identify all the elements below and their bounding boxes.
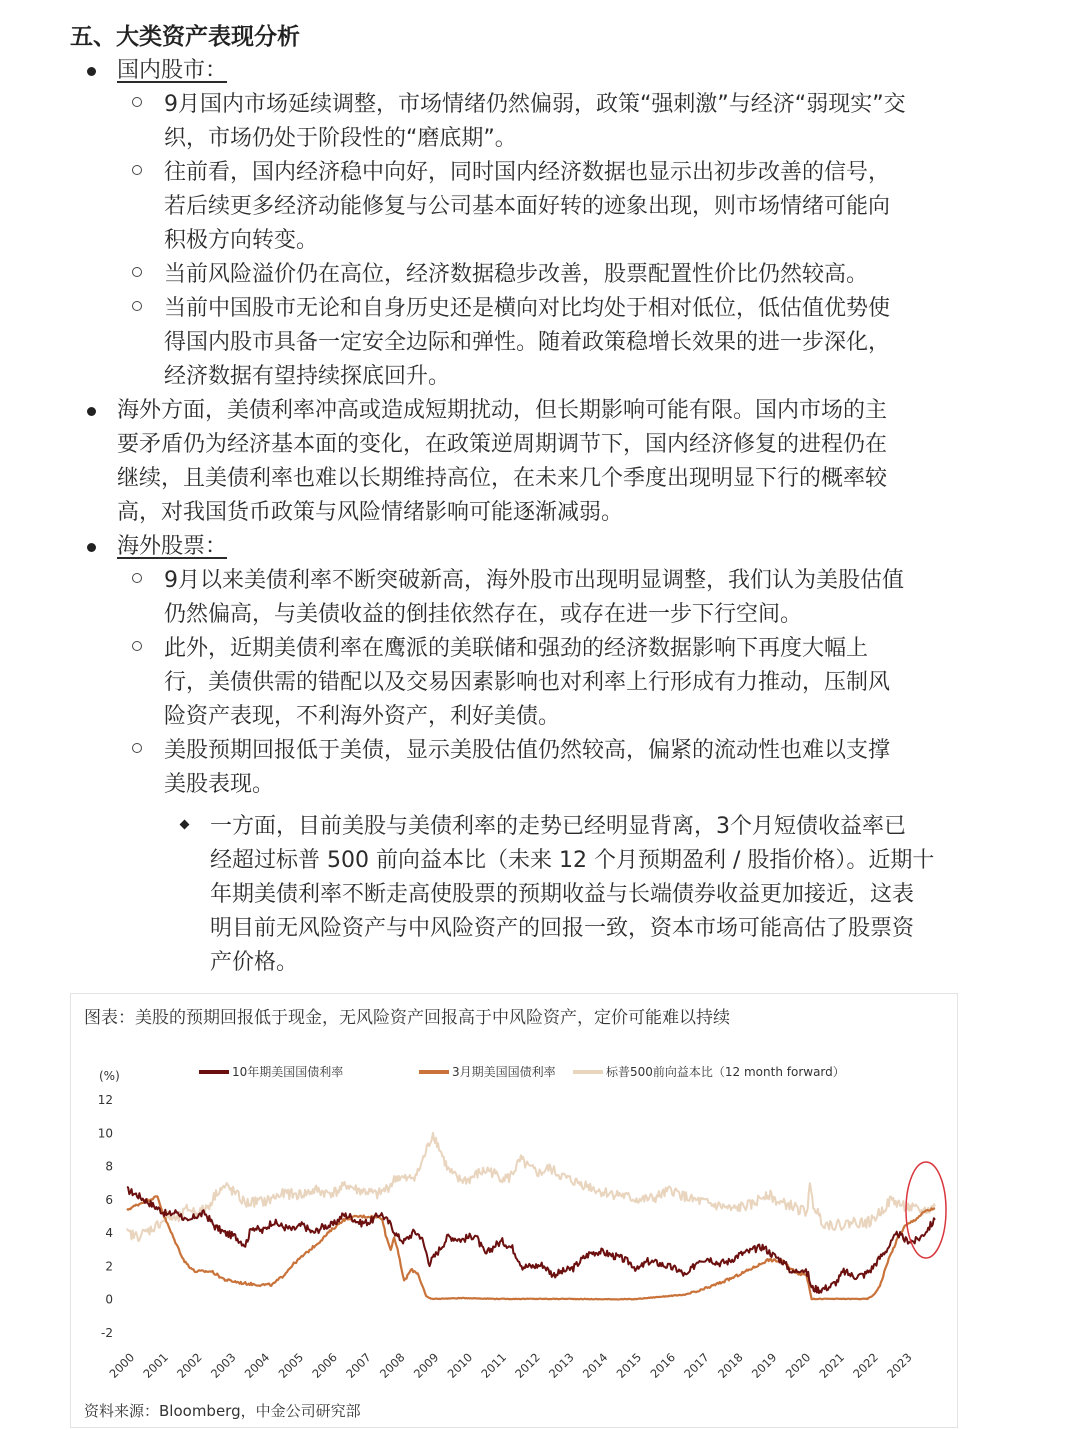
x-tick-label: 2020 xyxy=(782,1350,814,1381)
overseas-stock-title: 海外股票： xyxy=(117,534,228,559)
bullet-icon xyxy=(87,407,96,416)
overseas-paragraph: 海外方面，美债利率冲高或造成短期扰动，但长期影响可能有限。国内市场的主 要矛盾仍为经济基本面的变化，在政策逆周期调节下，国内经济修复的进程仍在 继续，且美债利率也难以长期维持高位，在未来几个季度出现明显下行的概率较 高，对我国货币政策与风险情绪影响可能逐渐减弱。 xyxy=(117,398,888,525)
x-tick-label: 2004 xyxy=(241,1350,273,1381)
y-tick-label: 10 xyxy=(97,1126,113,1141)
x-tick-label: 2014 xyxy=(579,1350,611,1381)
domestic-stock-title: 国内股市： xyxy=(117,58,228,83)
x-tick-label: 2008 xyxy=(376,1350,408,1381)
y-tick-label: 6 xyxy=(105,1192,113,1207)
x-tick-label: 2021 xyxy=(816,1350,848,1381)
chart-source: 资料来源：Bloomberg，中金公司研究部 xyxy=(84,1402,361,1420)
section-heading: 五、大类资产表现分析 xyxy=(70,24,300,50)
x-tick-label: 2015 xyxy=(613,1350,645,1381)
x-tick-label: 2012 xyxy=(512,1350,543,1381)
x-tick-label: 2000 xyxy=(106,1350,138,1381)
y-tick-label: -2 xyxy=(101,1326,113,1340)
x-tick-label: 2017 xyxy=(681,1350,712,1381)
circle-bullet-icon xyxy=(132,267,142,277)
circle-bullet-icon xyxy=(132,743,142,753)
x-tick-label: 2002 xyxy=(174,1350,205,1381)
x-tick-label: 2001 xyxy=(140,1350,171,1381)
x-tick-label: 2018 xyxy=(715,1350,746,1381)
y-tick-label: 0 xyxy=(105,1292,113,1307)
yield-chart xyxy=(71,1024,957,1424)
x-tick-label: 2009 xyxy=(410,1350,442,1381)
x-tick-label: 2011 xyxy=(478,1350,510,1381)
legend-label: 10年期美国国债利率 xyxy=(232,1065,344,1079)
legend-label: 3月期美国国债利率 xyxy=(452,1065,556,1079)
diamond-bullet-icon xyxy=(180,820,190,830)
overseas-point-1: 9月以来美债利率不断突破新高，海外股市出现明显调整，我们认为美股估值 仍然偏高，与美债收益的倒挂依然存在，或存在进一步下行空间。 xyxy=(164,568,904,627)
x-tick-label: 2022 xyxy=(850,1350,881,1381)
domestic-point-3: 当前风险溢价仍在高位，经济数据稳步改善，股票配置性价比仍然较高。 xyxy=(164,262,869,287)
x-tick-label: 2003 xyxy=(207,1350,239,1381)
series-line xyxy=(127,1196,935,1299)
x-tick-label: 2016 xyxy=(647,1350,679,1381)
x-tick-label: 2006 xyxy=(309,1350,340,1381)
circle-bullet-icon xyxy=(132,301,142,311)
y-tick-label: 4 xyxy=(105,1226,113,1241)
circle-bullet-icon xyxy=(132,97,142,107)
circle-bullet-icon xyxy=(132,573,142,583)
legend-label: 标普500前向益本比（12 month forward） xyxy=(606,1065,845,1079)
y-tick-label: 2 xyxy=(105,1259,113,1274)
y-tick-label: 12 xyxy=(97,1093,113,1107)
chart-panel xyxy=(70,993,958,1428)
bullet-icon xyxy=(87,67,96,76)
y-axis-label: (%) xyxy=(99,1069,120,1083)
overseas-point-2: 此外，近期美债利率在鹰派的美联储和强劲的经济数据影响下再度大幅上 行，美债供需的错配以及交易因素影响也对利率上行形成有力推动，压制风 险资产表现，不利海外资产，利好美债。 xyxy=(164,636,891,729)
x-tick-label: 2019 xyxy=(748,1350,780,1381)
domestic-point-4: 当前中国股市无论和自身历史还是横向对比均处于相对低位，低估值优势使 得国内股市具备一定安全边际和弹性。随着政策稳增长效果的进一步深化， 经济数据有望持续探底回升。 xyxy=(164,296,891,389)
y-tick-label: 8 xyxy=(105,1159,113,1174)
bullet-icon xyxy=(87,543,96,552)
x-tick-label: 2023 xyxy=(884,1350,915,1381)
x-tick-label: 2010 xyxy=(444,1350,476,1381)
domestic-point-2: 往前看，国内经济稳中向好，同时国内经济数据也显示出初步改善的信号， 若后续更多经济动能修复与公司基本面好转的迹象出现，则市场情绪可能向 积极方向转变。 xyxy=(164,160,891,253)
chart-title: 图表：美股的预期回报低于现金，无风险资产回报高于中风险资产，定价可能难以持续 xyxy=(84,1008,730,1028)
x-tick-label: 2007 xyxy=(343,1350,374,1381)
x-tick-label: 2005 xyxy=(275,1350,307,1381)
overseas-subpoint: 一方面，目前美股与美债利率的走势已经明显背离，3个月短债收益率已 经超过标普 500 前向益本比（未来 12 个月预期盈利 / 股指价格）。近期十 年期美债利率不断走高使股票的预期收益与长端债券收益更加接近，这表 明目前无风险资产与中风险资产的回报一致，资本市场可能高估了股票资 产价格。 xyxy=(210,814,935,975)
circle-bullet-icon xyxy=(132,165,142,175)
overseas-point-3: 美股预期回报低于美债，显示美股估值仍然较高，偏紧的流动性也难以支撑 美股表现。 xyxy=(164,738,891,797)
circle-bullet-icon xyxy=(132,641,142,651)
x-tick-label: 2013 xyxy=(546,1350,577,1381)
domestic-point-1: 9月国内市场延续调整，市场情绪仍然偏弱，政策“强刺激”与经济“弱现实”交 织，市场仍处于阶段性的“磨底期”。 xyxy=(164,92,906,151)
series-line xyxy=(127,1133,935,1241)
